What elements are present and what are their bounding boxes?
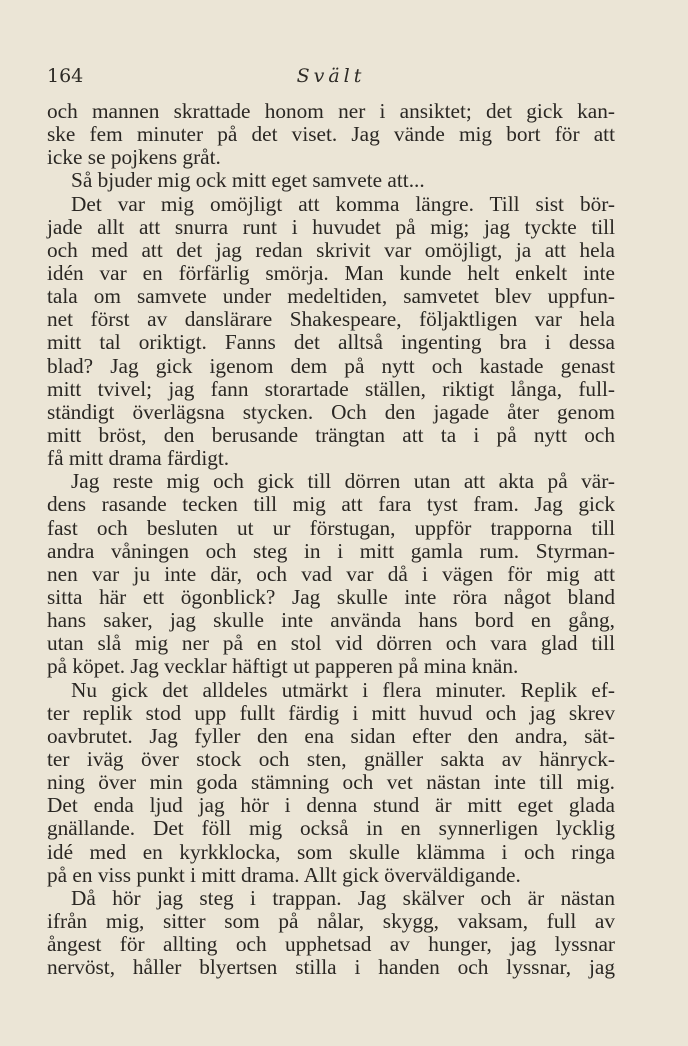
text-line: gnällande. Det föll mig också in en synnerligen lycklig xyxy=(47,816,615,841)
text-line: utan slå mig ner på en stol vid dörren och vara glad till xyxy=(47,631,615,656)
text-line: idé med en kyrkklocka, som skulle klämma i och ringa xyxy=(47,839,615,864)
text-line: mitt tal oriktigt. Fanns det alltså ingenting bra i dessa xyxy=(47,330,615,355)
text-line: ständigt överlägsna stycken. Och den jagade åter genom xyxy=(47,399,615,424)
text-line: andra våningen och steg in i mitt gamla rum. Styrman- xyxy=(47,538,615,563)
text-line: nen var ju inte där, och vad var då i vägen för mig att xyxy=(47,561,615,586)
text-line: dens rasande tecken till mig att fara tyst fram. Jag gick xyxy=(47,492,615,517)
text-line: idén var en förfärlig smörja. Man kunde helt enkelt inte xyxy=(47,260,615,285)
text-line: mitt tvivel; jag fann storartade ställen, riktigt långa, full- xyxy=(47,376,615,401)
text-line: hans saker, jag skulle inte använda hans bord en gång, xyxy=(47,608,615,633)
text-line: Nu gick det alldeles utmärkt i flera minuter. Replik ef- xyxy=(71,677,615,702)
text-line: och med att det jag redan skrivit var omöjligt, ja att hela xyxy=(47,237,615,262)
text-line: icke se pojkens gråt. xyxy=(47,145,221,170)
text-line: Det enda ljud jag hör i denna stund är mitt eget glada xyxy=(47,793,615,818)
text-line: på köpet. Jag vecklar häftigt ut papperen på mina knän. xyxy=(47,654,519,679)
running-title: Svält xyxy=(296,65,366,87)
text-line: mitt bröst, den berusande trängtan att ta i på nytt och xyxy=(47,422,615,447)
text-line: Så bjuder mig ock mitt eget samvete att... xyxy=(71,168,425,193)
text-line: blad? Jag gick igenom dem på nytt och kastade genast xyxy=(47,353,615,378)
text-line: ning över min goda stämning och vet nästan inte till mig. xyxy=(47,770,615,795)
text-line: net först av danslärare Shakespeare, följaktligen var hela xyxy=(47,307,615,332)
text-line: fast och besluten ut ur förstugan, uppför trapporna till xyxy=(47,515,615,540)
text-line: jade allt att snurra runt i huvudet på mig; jag tyckte till xyxy=(47,214,615,239)
text-line: Det var mig omöjligt att komma längre. Till sist bör- xyxy=(71,191,615,216)
text-line: ter iväg över stock och sten, gnäller sakta av hänryck- xyxy=(47,746,615,771)
text-line: och mannen skrattade honom ner i ansiktet; det gick kan- xyxy=(47,99,615,123)
text-line: ske fem minuter på det viset. Jag vände mig bort för att xyxy=(47,122,615,147)
body-text xyxy=(47,100,615,979)
text-line: oavbrutet. Jag fyller den ena sidan efter den andra, sät- xyxy=(47,723,615,748)
text-line: sitta här ett ögonblick? Jag skulle inte röra något bland xyxy=(47,584,615,609)
text-line: Då hör jag steg i trappan. Jag skälver och är nästan xyxy=(71,885,615,910)
text-line: ångest för allting och upphetsad av hunger, jag lyssnar xyxy=(47,932,615,957)
text-line: nervöst, håller blyertsen stilla i handen och lyssnar, jag xyxy=(47,955,615,980)
page-number: 164 xyxy=(47,65,84,87)
text-line: få mitt drama färdigt. xyxy=(47,446,230,471)
text-line: ter replik stod upp fullt färdig i mitt huvud och jag skrev xyxy=(47,700,615,725)
text-line: tala om samvete under medeltiden, samvetet blev uppfun- xyxy=(47,284,615,309)
running-head xyxy=(47,64,615,88)
text-line: ifrån mig, sitter som på nålar, skygg, vaksam, full av xyxy=(47,908,615,933)
text-line: Jag reste mig och gick till dörren utan att akta på vär- xyxy=(71,469,615,494)
text-line: på en viss punkt i mitt drama. Allt gick överväldigande. xyxy=(47,862,521,887)
